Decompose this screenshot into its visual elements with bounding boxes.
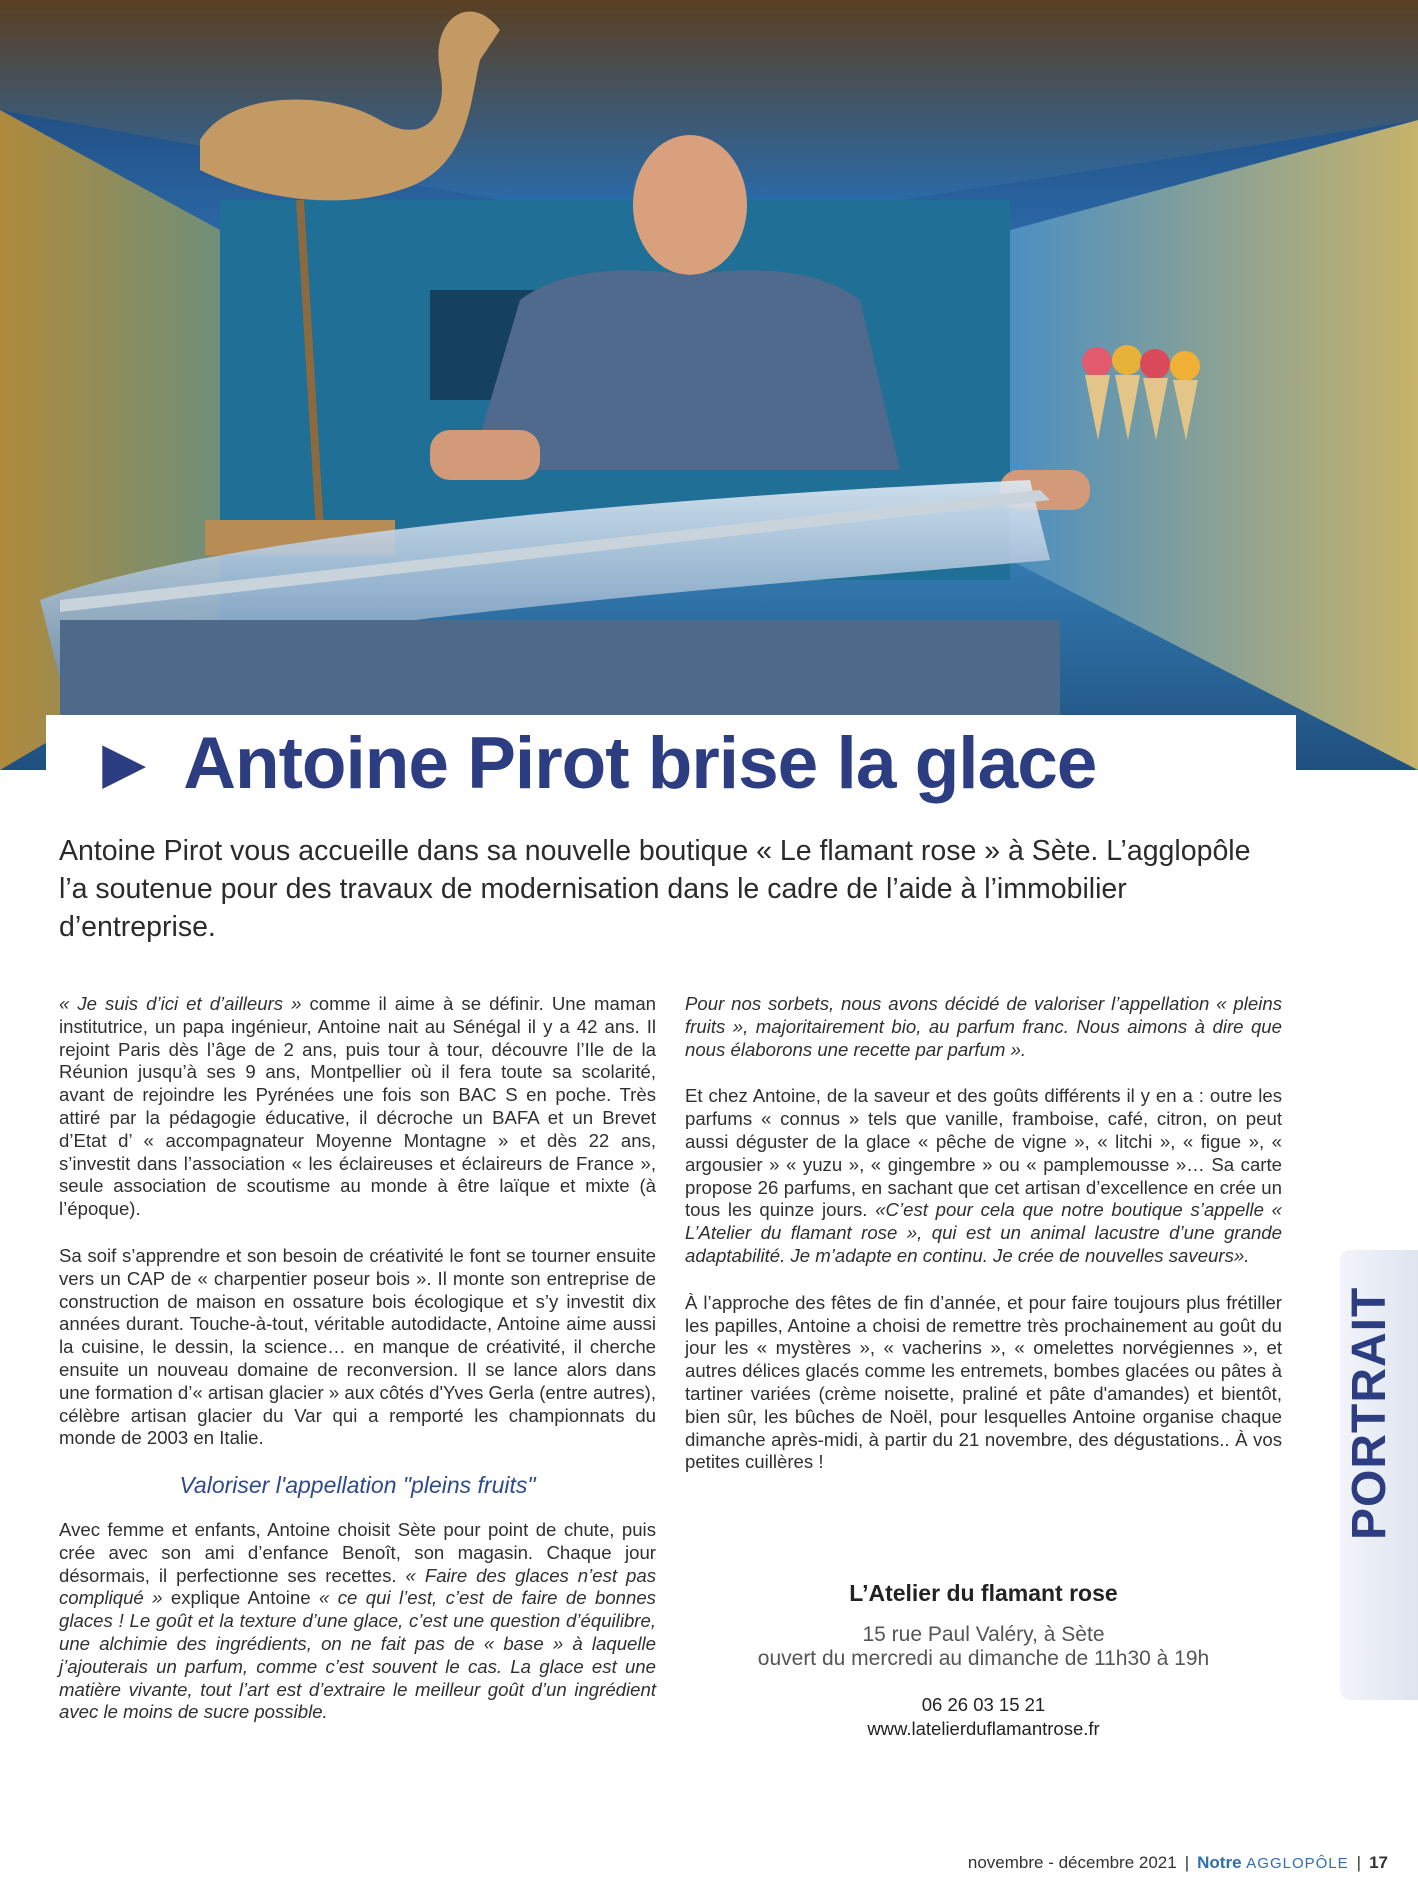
quote: « Faire des glaces n’est pas compliqué » (59, 1564, 656, 1609)
paragraph (59, 1519, 656, 1724)
section-tab-label: PORTRAIT (1343, 1286, 1396, 1540)
article-title (88, 722, 1096, 805)
opening-hours: ouvert du mercredi au dimanche de 11h30 à 19h (757, 1647, 1210, 1670)
section-subheading: Valoriser l'appellation "pleins fruits" (179, 1472, 536, 1499)
column-left (59, 993, 656, 1748)
paragraph-text: explique Antoine (162, 1587, 319, 1609)
page-number: 17 (1369, 1853, 1388, 1872)
paragraph: Sa soif s’apprendre et son besoin de créativité le font se tourner ensuite vers un CAP de « charpentier poseur bois ». Il monte son entreprise de construction de maison en ossature bois écologique et s’y investit dix années durant. Touche-à-tout, véritable autodidacte, Antoine aime aussi la cuisine, le dessin, la science… en manque de créativité, il cherche ensuite un nouveau domaine de reconversion. Il se lance alors dans une formation d’« artisan glacier » aux côtés d'Yves Gerla (entre autres), célèbre artisan glacier du Var qui a remporté les championnats du monde de 2003 en Italie. (59, 1244, 656, 1449)
article-lead: Antoine Pirot vous accueille dans sa nouvelle boutique « Le flamant rose » à Sète. L’agglopôle l’a soutenue pour des travaux de modernisation dans le cadre de l’aide à l’immobilier d’entreprise. (59, 835, 1251, 943)
paragraph-text: Et chez Antoine, de la saveur et des goûts différents il y en a : outre les parfums « connus » tels que vanille, framboise, café, citron, on peut aussi déguster de la glace « pêche de vigne », « litchi », « figue », « argousier » « yuzu », « gingembre » ou « pamplemousse »… Sa carte propose 26 parfums, en sachant que cet artisan d’excellence en crée un tous les quinze jours. (685, 1085, 1282, 1221)
contact-box (685, 1580, 1282, 1741)
shop-address (685, 1623, 1282, 1671)
website-link[interactable]: www.latelierduflamantrose.fr (867, 1718, 1100, 1739)
section-tab (1340, 1250, 1418, 1700)
footer-separator: | (1184, 1853, 1190, 1872)
paragraph (685, 1085, 1282, 1267)
arrow-icon: ► (88, 723, 160, 804)
page-footer (968, 1853, 1388, 1873)
quote: « ce qui l’est, c’est de faire de bonnes glaces ! Le goût et la texture d’une glace, c’est une question d’équilibre, une alchimie des ingrédients, on ne fait pas de « base » à laquelle j’ajouterais un parfum, comme c’est souvent le cas. La glace est une matière vivante, tout l’art est d’extraire le meilleur goût d’un ingrédient avec le moins de sucre possible. (59, 1587, 656, 1723)
paragraph (685, 993, 1282, 1061)
shop-name: L’Atelier du flamant rose (849, 1580, 1118, 1606)
article-title-text: Antoine Pirot brise la glace (183, 723, 1097, 804)
footer-separator: | (1356, 1853, 1362, 1872)
paragraph (59, 993, 656, 1221)
header-photo (0, 0, 1418, 770)
brand-logo: AGGLOPÔLE (1246, 1855, 1349, 1872)
phone-number: 06 26 03 15 21 (921, 1694, 1046, 1715)
quote: « Je suis d’ici et d’ailleurs » (59, 993, 302, 1014)
brand-name: Notre (1197, 1853, 1242, 1872)
issue-date: novembre - décembre 2021 (967, 1853, 1177, 1872)
paragraph-text: comme il aime à se définir. Une maman institutrice, un papa ingénieur, Antoine nait au Sénégal il y a 42 ans. Il rejoint Paris dès l’âge de 2 ans, puis tour à tour, découvre l’Ile de la Réunion jusqu’à ses 9 ans, Montpellier où il fera toute sa scolarité, avant de rejoindre les Pyrénées une fois son BAC S en poche. Très attiré par la pédagogie éducative, il décroche un BAFA et un Brevet d’Etat d’ « accompagnateur Moyenne Montagne » et dès 22 ans, s’investit dans l’association « les éclaireuses et éclaireurs de France », seule association de scoutisme au monde à être laïque et mixte (à l’époque). (59, 993, 657, 1220)
address-line: 15 rue Paul Valéry, à Sète (862, 1623, 1105, 1646)
photo-illustration (0, 0, 1418, 770)
column-right (685, 993, 1282, 1498)
paragraph-text: Avec femme et enfants, Antoine choisit Sète pour point de chute, puis crée avec son ami d’enfance Benoît, son magasin. Chaque jour désormais, il perfectionne ses recettes. (59, 1518, 656, 1586)
paragraph: À l’approche des fêtes de fin d’année, et pour faire toujours plus frétiller les papilles, Antoine a choisi de remettre très prochainement au goût du jour les « mystères », « vacherins », « omelettes norvégiennes », et autres délices glacés comme les entremets, bombes glacées ou pâtes à tartiner variées (crème noisette, praliné et pâte d'amandes) et bientôt, bien sûr, les bûches de Noël, pour lesquelles Antoine organise chaque dimanche après-midi, à partir du 21 novembre, des dégustations.. À vos petites cuillères ! (685, 1291, 1282, 1473)
quote: «C’est pour cela que notre boutique s’appelle « L’Atelier du flamant rose », qui est un animal lacustre d’une grande adaptabilité. Je m’adapte en continu. Je crée de nouvelles saveurs». (685, 1199, 1283, 1266)
quote: Pour nos sorbets, nous avons décidé de valoriser l’appellation « pleins fruits », majoritairement bio, au parfum franc. Nous aimons à dire que nous élaborons une recette par parfum ». (685, 993, 1282, 1060)
